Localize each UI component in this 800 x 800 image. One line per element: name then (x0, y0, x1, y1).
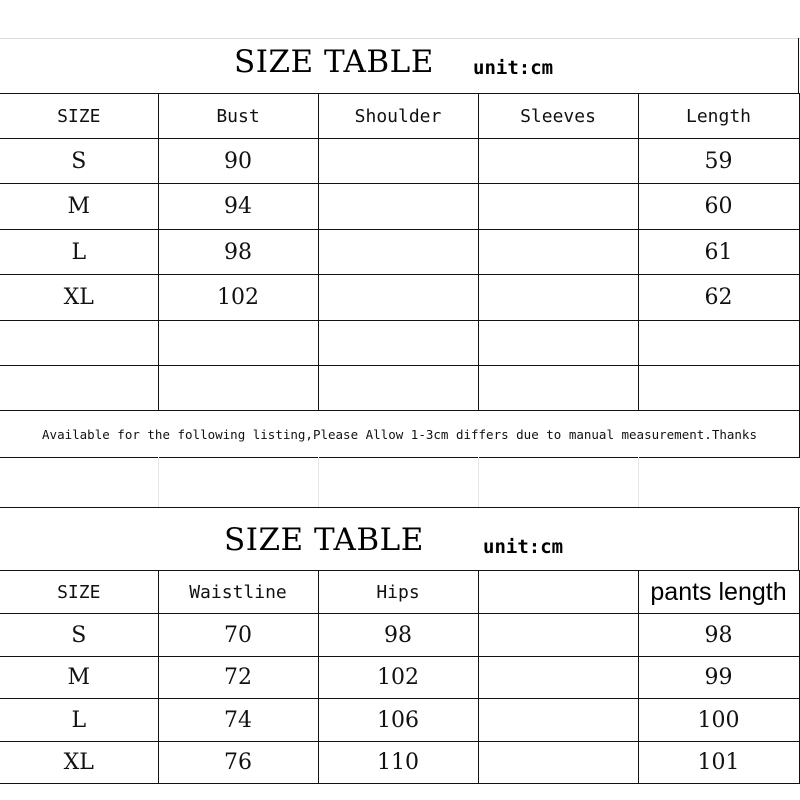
cell-pants-length: 101 (638, 742, 799, 784)
cell-bust: 98 (158, 230, 318, 275)
table-row-empty (0, 366, 799, 411)
table-row (0, 614, 799, 657)
cell-bust (158, 321, 318, 366)
size-table-title-2: SIZE TABLE (224, 522, 424, 558)
cell-pants-length: 98 (638, 614, 799, 657)
cell-shoulder (318, 366, 478, 411)
unit-label-2: unit:cm (483, 536, 564, 558)
cell-waistline: 72 (158, 657, 318, 699)
table-row (0, 742, 799, 784)
header-size: SIZE (0, 94, 158, 139)
gap-divider (638, 457, 639, 507)
cell-pants-length: 100 (638, 699, 799, 742)
cell-empty (478, 742, 638, 784)
header-size: SIZE (0, 571, 158, 614)
cell-hips: 110 (318, 742, 478, 784)
gap-divider (158, 457, 159, 507)
cell-sleeves (478, 366, 638, 411)
cell-pants-length: 99 (638, 657, 799, 699)
title1-right-border (798, 38, 799, 94)
cell-size: S (0, 139, 158, 184)
cell-length (638, 321, 799, 366)
cell-size: M (0, 184, 158, 230)
cell-empty (478, 657, 638, 699)
gap-divider (318, 457, 319, 507)
table-row (0, 230, 799, 275)
cell-sleeves (478, 230, 638, 275)
cell-size: L (0, 230, 158, 275)
cell-waistline: 76 (158, 742, 318, 784)
bottom-size-table (0, 570, 800, 784)
cell-size: XL (0, 742, 158, 784)
table-row (0, 657, 799, 699)
cell-shoulder (318, 275, 478, 321)
cell-sleeves (478, 321, 638, 366)
cell-shoulder (318, 321, 478, 366)
header-waistline: Waistline (158, 571, 318, 614)
size-table-title-1: SIZE TABLE (234, 44, 434, 80)
top-size-table (0, 93, 800, 411)
unit-label-1: unit:cm (473, 57, 554, 79)
gap-divider (478, 457, 479, 507)
cell-length: 62 (638, 275, 799, 321)
table-row (0, 699, 799, 742)
cell-size: S (0, 614, 158, 657)
cell-sleeves (478, 275, 638, 321)
header-sleeves: Sleeves (478, 94, 638, 139)
header-pants-length: pants length (638, 571, 799, 614)
header-empty (478, 571, 638, 614)
cell-length: 61 (638, 230, 799, 275)
cell-bust (158, 366, 318, 411)
header-hips: Hips (318, 571, 478, 614)
cell-size: XL (0, 275, 158, 321)
cell-hips: 98 (318, 614, 478, 657)
table-row (0, 184, 799, 230)
cell-waistline: 74 (158, 699, 318, 742)
header-length: Length (638, 94, 799, 139)
cell-empty (478, 614, 638, 657)
cell-size (0, 321, 158, 366)
table-header-row (0, 571, 799, 614)
header-bust: Bust (158, 94, 318, 139)
cell-shoulder (318, 139, 478, 184)
title2-top-border (0, 507, 800, 508)
cell-size: M (0, 657, 158, 699)
title2-right-border (798, 507, 799, 570)
cell-waistline: 70 (158, 614, 318, 657)
cell-length: 60 (638, 184, 799, 230)
cell-bust: 94 (158, 184, 318, 230)
cell-sleeves (478, 184, 638, 230)
cell-length (638, 366, 799, 411)
cell-bust: 102 (158, 275, 318, 321)
table-header-row (0, 94, 799, 139)
cell-length: 59 (638, 139, 799, 184)
cell-size (0, 366, 158, 411)
cell-empty (478, 699, 638, 742)
cell-shoulder (318, 184, 478, 230)
cell-hips: 102 (318, 657, 478, 699)
title1-top-border (0, 38, 800, 39)
cell-size: L (0, 699, 158, 742)
table-row (0, 139, 799, 184)
cell-sleeves (478, 139, 638, 184)
cell-hips: 106 (318, 699, 478, 742)
cell-bust: 90 (158, 139, 318, 184)
cell-shoulder (318, 230, 478, 275)
measurement-note: Available for the following listing,Please Allow 1-3cm differs due to manual measurement.Thanks (0, 410, 800, 458)
header-shoulder: Shoulder (318, 94, 478, 139)
table-row (0, 275, 799, 321)
table-row-empty (0, 321, 799, 366)
